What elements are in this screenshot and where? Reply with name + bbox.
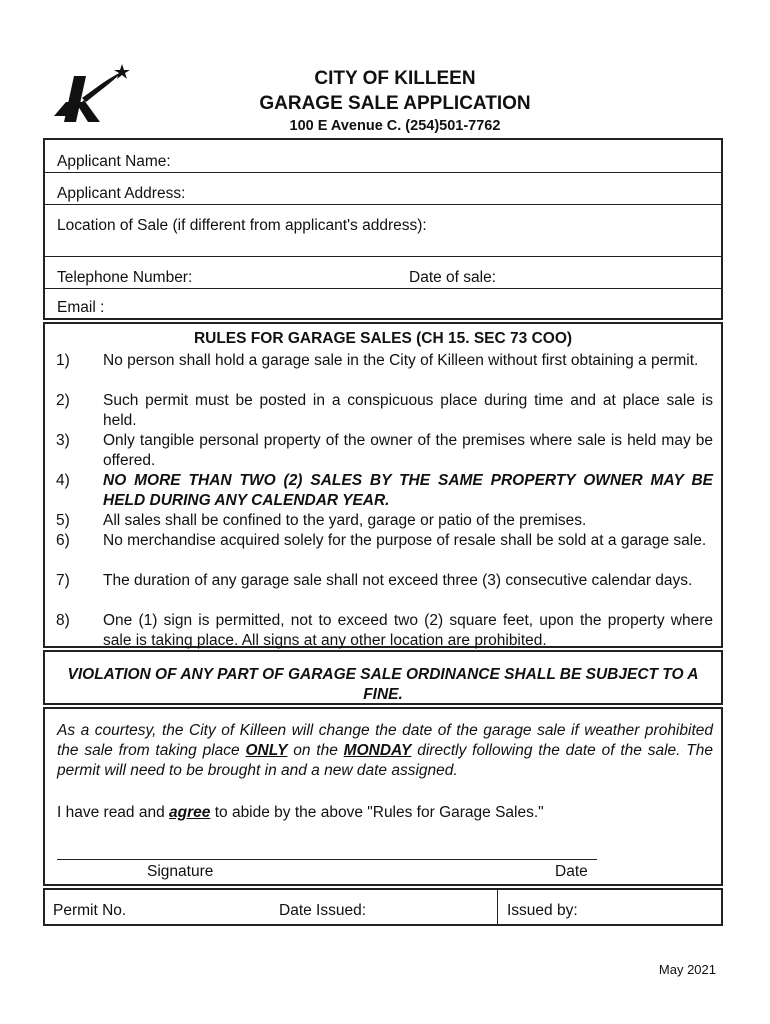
rule-item xyxy=(56,391,713,431)
permit-number-label: Permit No. xyxy=(53,902,127,919)
date-issued-label: Date Issued: xyxy=(279,902,367,919)
courtesy-notice xyxy=(57,721,713,781)
rule-number: 5) xyxy=(56,512,70,529)
form-title: GARAGE SALE APPLICATION xyxy=(259,93,531,114)
agreement-text: to abide by the above "Rules for Garage Sales." xyxy=(210,804,544,821)
applicant-address-field[interactable] xyxy=(45,173,721,205)
phone-date-row[interactable] xyxy=(45,257,721,289)
applicant-address-label: Applicant Address: xyxy=(57,185,186,202)
agreement-section xyxy=(43,707,723,886)
courtesy-only: ONLY xyxy=(245,742,288,759)
rule-text: One (1) sign is permitted, not to exceed two (2) square feet, upon the property where sale is taking place. All signs at any other location are prohibited. xyxy=(103,612,713,649)
city-address: 100 E Avenue C. (254)501-7762 xyxy=(289,118,501,134)
revision-date: May 2021 xyxy=(658,962,716,977)
email-field[interactable] xyxy=(45,289,721,318)
rule-text: Such permit must be posted in a conspicuous place during time and at place sale is held. xyxy=(103,392,713,429)
sale-location-field[interactable] xyxy=(45,205,721,257)
rule-text: No merchandise acquired solely for the purpose of resale shall be sold at a garage sale. xyxy=(103,532,707,549)
rule-text: NO MORE THAN TWO (2) SALES BY THE SAME PROPERTY OWNER MAY BE HELD DURING ANY CALENDAR YEAR. xyxy=(103,472,713,509)
rule-number: 8) xyxy=(56,612,70,629)
rule-number: 7) xyxy=(56,572,70,589)
rule-number: 2) xyxy=(56,392,70,409)
rules-section xyxy=(43,322,723,648)
rule-item xyxy=(56,611,713,651)
rule-item xyxy=(56,431,713,471)
violation-section xyxy=(43,650,723,705)
issued-by-label: Issued by: xyxy=(507,902,578,919)
rule-number: 3) xyxy=(56,432,70,449)
rules-title: RULES FOR GARAGE SALES (CH 15. SEC 73 COO) xyxy=(193,330,573,347)
rule-item xyxy=(56,511,713,531)
applicant-name-label: Applicant Name: xyxy=(57,153,171,170)
violation-notice: VIOLATION OF ANY PART OF GARAGE SALE ORDINANCE SHALL BE SUBJECT TO A FINE. xyxy=(67,666,699,703)
permit-section xyxy=(43,888,723,926)
courtesy-monday: MONDAY xyxy=(343,742,412,759)
rule-number: 4) xyxy=(56,472,70,489)
sale-date-label: Date of sale: xyxy=(409,269,497,286)
rule-number: 6) xyxy=(56,532,70,549)
courtesy-text: As a courtesy, the City of Killeen will change the date of the garage sale if weather prohibited the sale from taking place xyxy=(57,722,713,759)
signature-label: Signature xyxy=(147,863,214,880)
agreement-text: I have read and xyxy=(57,804,170,821)
rule-item xyxy=(56,351,713,371)
rule-text: No person shall hold a garage sale in the City of Killeen without first obtaining a permit. xyxy=(103,352,699,369)
agreement-statement xyxy=(57,804,544,822)
rule-text: All sales shall be confined to the yard, garage or patio of the premises. xyxy=(103,512,587,529)
rule-item xyxy=(56,471,713,511)
city-name: CITY OF KILLEEN xyxy=(314,68,476,89)
rule-item xyxy=(56,531,713,551)
permit-divider xyxy=(497,890,498,924)
sale-location-label: Location of Sale (if different from applicant's address): xyxy=(57,217,427,234)
telephone-label: Telephone Number: xyxy=(57,269,193,286)
agreement-agree: agree xyxy=(169,804,211,821)
signature-line[interactable] xyxy=(57,859,597,860)
signature-date-label: Date xyxy=(555,863,588,880)
email-label: Email : xyxy=(57,299,105,316)
rule-text: Only tangible personal property of the owner of the premises where sale is held may be offered. xyxy=(103,432,713,469)
courtesy-text: on the xyxy=(287,742,344,759)
rule-number: 1) xyxy=(56,352,70,369)
rule-text: The duration of any garage sale shall not exceed three (3) consecutive calendar days. xyxy=(103,572,693,589)
rule-item xyxy=(56,571,713,591)
courtesy-text: directly following the date of the sale. The permit will need to be brought in and a new date assigned. xyxy=(57,742,713,779)
applicant-section xyxy=(43,138,723,320)
applicant-name-field[interactable] xyxy=(45,140,721,173)
